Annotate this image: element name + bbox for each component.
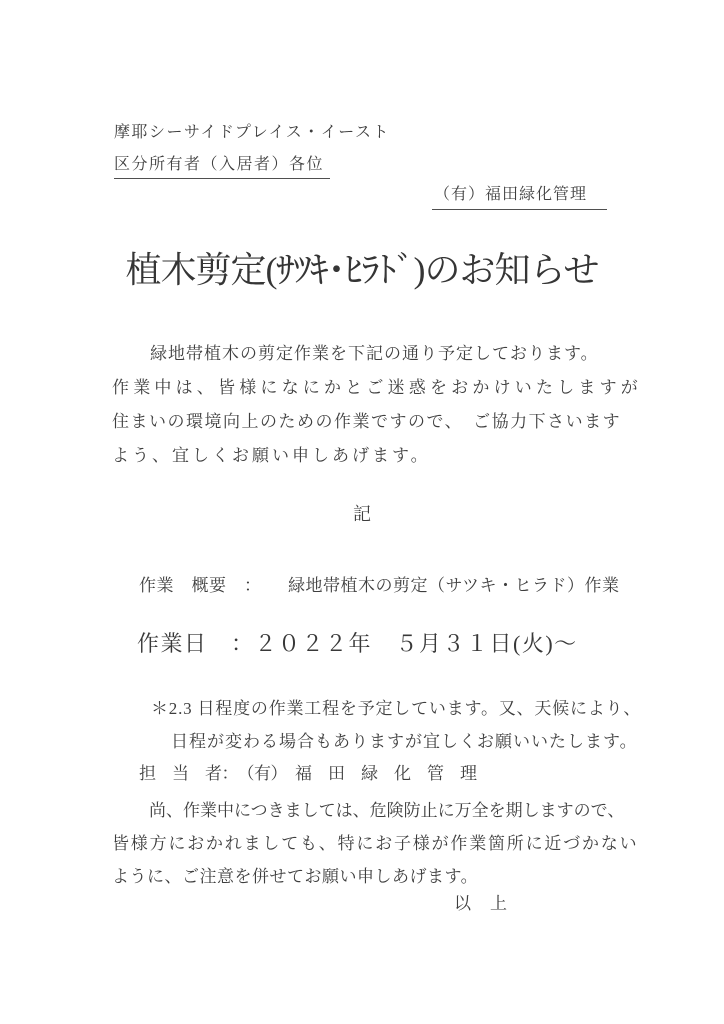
person-in-charge-line: 担 当 者： （有） 福 田 緑 化 管 理 <box>139 764 477 783</box>
intro-line: 作業中は、皆様になにかとご迷惑をおかけいたしますが <box>112 378 642 397</box>
building-name: 摩耶シーサイドプレイス・イースト <box>114 124 391 141</box>
intro-paragraph <box>112 337 652 473</box>
company-signature: （有）福田緑化管理 <box>432 187 607 210</box>
work-overview-line: 作業 概要 ： 緑地帯植木の剪定（サツキ・ヒラド）作業 <box>139 576 620 595</box>
closing-mark: 以 上 <box>454 894 508 913</box>
notice-title: 植木剪定(ｻﾂｷ･ﾋﾗﾄﾞ)のお知らせ <box>125 250 599 290</box>
intro-line: 住まいの環境向上のための作業ですので、 ご協力下さいます <box>112 412 622 431</box>
addressee-line: 区分所有者（入居者）各位 <box>114 157 330 179</box>
intro-line: 緑地帯植木の剪定作業を下記の通り予定しております。 <box>132 344 599 363</box>
caution-line: 皆様方におかれましても、特にお子様が作業箇所に近づかない <box>112 834 639 853</box>
work-date-line: 作業日 ：２０２２年 ５月３１日(火)～ <box>137 631 578 656</box>
record-marker: 記 <box>353 504 371 524</box>
caution-paragraph <box>112 794 652 893</box>
schedule-note-line-2: 日程が変わる場合もありますが宜しくお願いいたします。 <box>171 732 638 751</box>
intro-line: よう、宜しくお願い申しあげます。 <box>112 446 431 465</box>
caution-line: ように、ご注意を併せてお願い申しあげます。 <box>112 867 479 886</box>
schedule-note-line-1: ＊2.3 日程度の作業工程を予定しています。又、天候により、 <box>151 699 642 718</box>
caution-line: 尚、作業中につきましては、危険防止に万全を期しますので、 <box>132 801 625 820</box>
